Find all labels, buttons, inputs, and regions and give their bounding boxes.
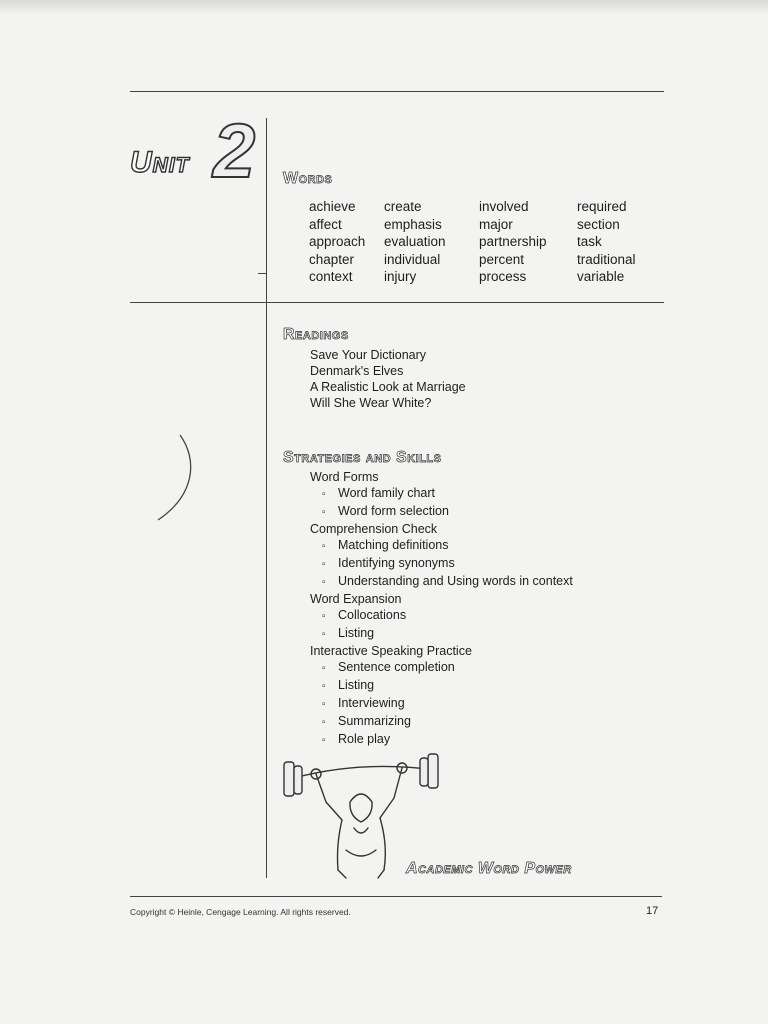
strategies-heading: Strategies and Skills xyxy=(283,449,442,466)
brand-wordmark: Academic Word Power xyxy=(406,860,572,877)
strategy-group-title: Interactive Speaking Practice xyxy=(310,644,472,658)
word: emphasis xyxy=(384,216,442,232)
word: context xyxy=(309,269,353,284)
scan-mark xyxy=(150,430,200,525)
reading-item: A Realistic Look at Marriage xyxy=(310,380,466,394)
word: involved xyxy=(479,199,529,214)
word: achieve xyxy=(309,199,356,214)
word: task xyxy=(577,234,602,249)
word-column-4 xyxy=(577,198,636,286)
strategy-item: ▫ Understanding and Using words in context xyxy=(310,573,573,591)
top-rule xyxy=(130,91,664,92)
word: percent xyxy=(479,251,525,267)
word: traditional xyxy=(577,251,636,267)
word: approach xyxy=(309,234,366,249)
strategy-item: ▫ Identifying synonyms xyxy=(310,555,573,573)
page-number: 17 xyxy=(646,905,659,917)
word: required xyxy=(577,199,627,214)
strategy-item: ▫ Matching definitions xyxy=(310,537,573,555)
strategies-list xyxy=(310,469,573,749)
strategy-group-title: Word Forms xyxy=(310,470,379,484)
word-column-3 xyxy=(479,198,547,286)
word: major xyxy=(479,216,513,232)
strategy-item: ▫ Summarizing xyxy=(310,713,573,731)
scan-shadow xyxy=(0,0,768,14)
reading-item: Save Your Dictionary xyxy=(310,348,427,362)
words-heading: Words xyxy=(283,170,333,187)
word-column-2 xyxy=(384,198,446,286)
strategy-group-title: Word Expansion xyxy=(310,592,402,606)
copyright-notice: Copyright © Heinle, Cengage Learning. All rights reserved. xyxy=(130,907,351,917)
reading-item: Denmark's Elves xyxy=(310,364,404,378)
strategy-item: ▫ Role play xyxy=(310,731,573,749)
unit-number: 2 xyxy=(213,109,256,194)
strategy-group-title: Comprehension Check xyxy=(310,522,438,536)
word: create xyxy=(384,199,422,214)
word: section xyxy=(577,216,620,232)
word-column-1 xyxy=(309,198,365,286)
word: partnership xyxy=(479,234,547,249)
unit-label: Unit xyxy=(130,146,190,179)
strategy-item: ▫ Word form selection xyxy=(310,503,573,521)
strategy-item: ▫ Word family chart xyxy=(310,485,573,503)
strategy-item: ▫ Sentence completion xyxy=(310,659,573,677)
strategy-item: ▫ Interviewing xyxy=(310,695,573,713)
word: variable xyxy=(577,269,625,284)
strategy-item: ▫ Collocations xyxy=(310,607,573,625)
unit-heading xyxy=(130,109,265,194)
strategy-item: ▫ Listing xyxy=(310,677,573,695)
left-tick xyxy=(258,273,266,274)
word: affect xyxy=(309,216,342,232)
footer-rule xyxy=(130,896,662,897)
word: chapter xyxy=(309,251,355,267)
word: injury xyxy=(384,269,417,284)
word: evaluation xyxy=(384,234,446,249)
word: individual xyxy=(384,251,441,267)
vertical-rule xyxy=(266,118,267,878)
readings-heading: Readings xyxy=(283,326,349,343)
word: process xyxy=(479,269,527,284)
words-bottom-rule xyxy=(130,302,664,303)
readings-list xyxy=(310,347,466,411)
strategy-item: ▫ Listing xyxy=(310,625,573,643)
reading-item: Will She Wear White? xyxy=(310,396,432,410)
